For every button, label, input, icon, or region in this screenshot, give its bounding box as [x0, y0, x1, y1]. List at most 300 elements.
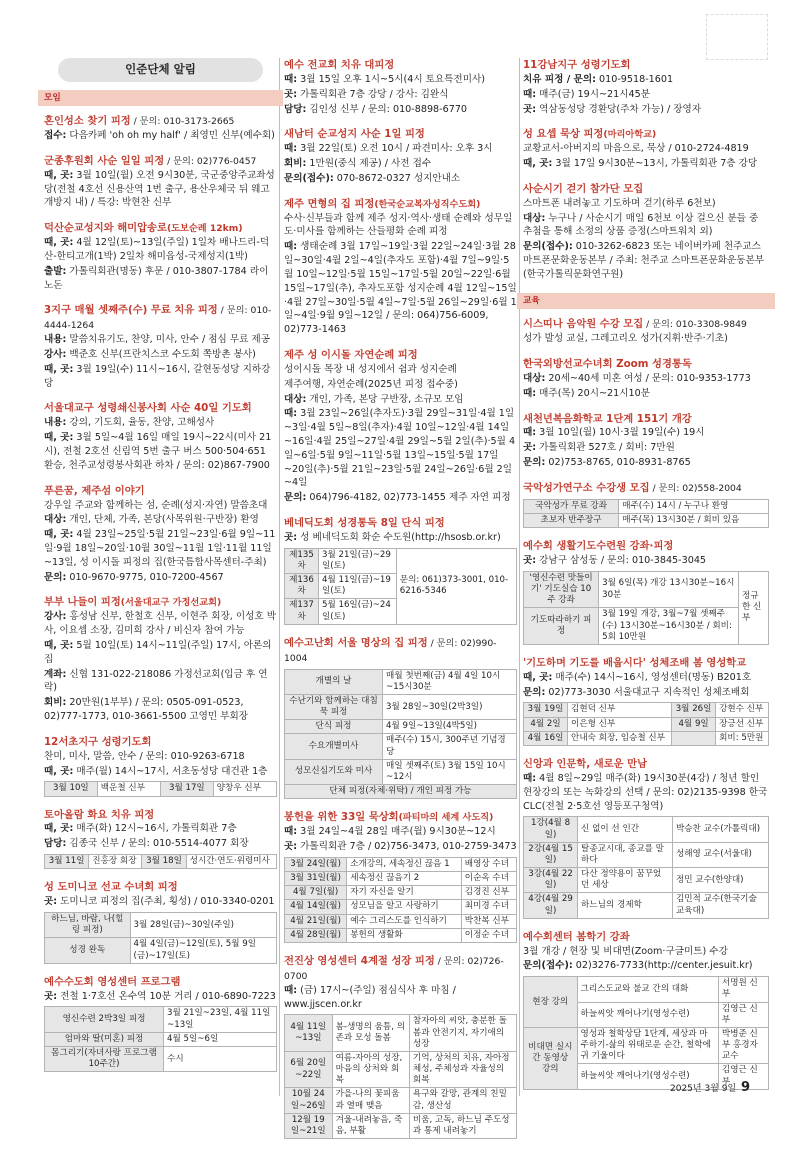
notice-table [523, 499, 769, 528]
notice-entry [523, 182, 769, 282]
table-cell: 3월 19일 [524, 703, 568, 717]
line-label: 강사: [44, 349, 67, 360]
page-footer [670, 1080, 750, 1095]
notice-line: 수사·신부들과 함께 제주 성지·역사·생태 순례와 성무일도·미사를 함께하는 산들평화 순례 피정 [284, 212, 513, 238]
notice-entry [523, 539, 769, 645]
table-cell: 4월 9일~13일(4박5일) [383, 720, 517, 734]
table-cell: 3월 31일(월) [285, 872, 347, 886]
line-label: 강사: [44, 611, 67, 623]
line-text: 매주(금) 19시~21시45분 [536, 88, 650, 100]
line-label: 때, 곳: [44, 432, 74, 444]
line-label: 때, 곳: [44, 169, 74, 181]
line-label: 때: [523, 772, 537, 784]
line-text: 강남구 삼성동 / 문의: 010-3845-3045 [536, 555, 707, 567]
line-label: 담당: [44, 838, 67, 850]
notice-line [284, 103, 517, 117]
line-label: 때: [284, 984, 298, 996]
table-row [285, 928, 517, 942]
line-text: 생태순례 3월 17일~19일·3월 22일~24일·3월 28일~30일·4월 2일~4일(추자도 포함)·4월 7일~9일·5월 10일~12일·5월 15일~17일·5월 20일~22일·6월 15일~17일(추), 추자도포함 성지순례 4월 12일~15일·4월 27일~30일·5월 4일~7일·5월 26일~29일·6월 1일~4일·9월 9일~12일 / 문의: 064)756-6009, 02)773-1463 [284, 241, 517, 336]
notice-title-note: (도보순례 12km) [166, 223, 243, 235]
notice-entry [523, 757, 769, 919]
table-cell: 3월 19일 개강, 3월~7월 셋째주(수) 13시30분~16시30분 / 회비: 5회 10만원 [599, 608, 739, 645]
table-cell: 최미경 수녀 [461, 900, 516, 914]
notice-contact: / 문의: 010-3173-2665 [130, 116, 235, 128]
line-text: 3월 10일(월) 10시·3월 19일(수) 19시 [536, 427, 705, 439]
table-cell: 제137차 [285, 599, 319, 624]
notice-title-text: 국악성가연구소 수강생 모집 [523, 481, 650, 494]
notice-title [44, 595, 277, 610]
table-cell: 4월 21일(월) [285, 914, 347, 928]
notice-line: 교황교서-아버지의 마음으로, 묵상 / 010-2724-4819 [523, 143, 749, 155]
table-cell: 매월 첫번째(금) 4월 4일 10시~15시30분 [383, 669, 517, 694]
table-cell: 단체 피정(자체·위탁) / 개인 피정 가능 [285, 785, 517, 799]
notice-title [44, 975, 277, 990]
line-label: 치유 피정 / 문의: [523, 73, 596, 85]
notice-table [44, 854, 277, 869]
notice-title-text: 신앙과 인문학, 새로운 만남 [523, 757, 648, 770]
table-cell: 김영근 신부 [718, 1064, 768, 1089]
notice-title [44, 154, 277, 169]
notice-title-text: 푸른꿈, 제주섬 이야기 [44, 484, 145, 497]
table-cell: 2강(4월 15일) [524, 842, 578, 867]
table-cell: 봉헌의 생활화 [347, 928, 462, 942]
line-text: 3월 19일(수) 11시~16시, 갈현동성당 지하강당 [44, 363, 271, 389]
table-cell: 비대면 실시간 동영상 강의 [524, 1027, 578, 1089]
notice-line [44, 571, 277, 585]
notice-title [284, 127, 517, 142]
line-text: 다음카페 'oh oh my half' / 최영민 신부(예수회) [66, 130, 275, 141]
notice-entry [523, 127, 769, 171]
table-cell: 5월 16일(금)~24일(토) [318, 599, 396, 624]
notice-table [44, 781, 277, 796]
table-cell: 박병준 신부 홍경자 교수 [718, 1027, 768, 1064]
notice-title [523, 58, 769, 73]
table-row [285, 1015, 517, 1052]
line-label: 문의: [523, 457, 546, 469]
notice-line [44, 668, 277, 696]
notice-entry [523, 58, 769, 116]
table-cell: 12월 19일~21일 [285, 1113, 333, 1138]
table-cell: 영신수련 2박3일 피정 [45, 1007, 164, 1032]
line-text: 가톨릭회관(명동) 후문 / 010-3807-1784 라이노돈 [44, 265, 269, 291]
line-text: (금) 17시~(주일) 점심식사 후 마침 / www.jjscen.or.kr [284, 984, 456, 1010]
table-cell: 10월 24일~26일 [285, 1088, 333, 1113]
table-cell: 백운철 신부 [97, 782, 160, 796]
table-cell: 4월 4일(금)~12일(토), 5월 9일(금)~17일(토) [130, 938, 276, 963]
notice-title-text: 사순시기 걷기 참가단 모집 [523, 182, 644, 195]
table-cell: 4월 14일(월) [285, 900, 347, 914]
table-cell: 진홍장 회장 [89, 855, 142, 869]
table-cell: 하느님, 바람, 나(힐링 피정) [45, 913, 131, 938]
notice-line [284, 531, 517, 545]
notice-line [44, 610, 277, 638]
table-cell: 성모님을 알고 사랑하기 [347, 900, 462, 914]
notice-title [523, 412, 769, 427]
table-cell: 제136차 [285, 574, 319, 599]
table-cell: 탈종교시대, 종교를 말하다 [578, 842, 673, 867]
line-text: 3월 10일(월) 오전 9시30분, 국군중앙주교좌성당(전철 4호선 신용산역 1번 출구, 용산우체국 뒤 웨고개방지 내) / 특강: 박현찬 신부 [44, 169, 275, 209]
line-text: 02)773-3030 서울대교구 지속적인 성체조배회 [545, 686, 750, 698]
table-cell: 봄-생명의 움틈, 의존과 모성 돌봄 [332, 1015, 409, 1052]
table-cell: 겨울-내려놓음, 죽음, 부활 [332, 1113, 409, 1138]
notice-line [44, 129, 277, 143]
line-text: 백준호 신부(프란치스코 수도회 쪽방촌 봉사) [66, 349, 256, 360]
notice-entry [284, 516, 517, 625]
line-text: 누구나 / 사순시기 매일 6천보 이상 걸으신 분들 중 추첨을 통해 소정의 상품 증정(스마트워치 외) [523, 212, 759, 238]
notice-title [284, 810, 517, 825]
notice-line [523, 772, 769, 813]
notice-title [44, 303, 277, 333]
table-cell: 성경 완독 [45, 938, 131, 963]
table-cell: 회비: 5만원 [716, 731, 769, 745]
notice-title [523, 757, 769, 772]
table-cell: 가을-나의 꽃피움과 열매 맺음 [332, 1088, 409, 1113]
notice-line [284, 840, 517, 854]
table-cell: 매주(목) 13시30분 / 회비 있음 [619, 513, 769, 527]
notice-title-text: 제주 성 이시돌 자연순례 피정 [284, 348, 418, 361]
notice-title [284, 58, 517, 73]
notice-title [523, 127, 769, 142]
line-label: 문의(접수): [523, 960, 573, 972]
table-row [524, 868, 769, 893]
table-cell: 4강(4월 29일) [524, 893, 578, 918]
line-label: 내용: [44, 417, 67, 429]
notice-entry [523, 930, 769, 1090]
notice-line: 성가 발성 교실, 그레고리오 성가(지휘·반주·기초) [523, 333, 728, 345]
line-text: 3월 15일 오후 1시~5시(4시 토요특전미사) [297, 73, 485, 85]
notice-entry [523, 412, 769, 470]
notice-title-text: 성 요셉 묵상 피정 [523, 128, 604, 141]
notice-title [284, 636, 517, 666]
notice-table [44, 912, 277, 964]
notice-title-text: 전진상 영성센터 4계절 성장 피정 [284, 954, 435, 967]
notice-contact: / 문의: 02)726-0700 [284, 955, 504, 982]
table-cell: 양창우 신부 [213, 782, 276, 796]
notice-entry [284, 58, 517, 116]
line-text: 전철 1·7호선 온수역 10분 거리 / 010-6890-7223 [57, 990, 276, 1002]
section-header: 인준단체 알림 [58, 58, 263, 82]
notice-line [44, 837, 277, 851]
line-label: 문의(접수): [523, 241, 573, 253]
line-label: 때, 곳: [44, 765, 74, 777]
line-label: 곳: [284, 841, 298, 853]
table-cell: 초보자 반주장구 [524, 513, 619, 527]
notice-title-text: 덕산순교성지와 해미압송로 [44, 222, 167, 235]
table-cell: 박찬복 신부 [461, 914, 516, 928]
line-label: 담당: [284, 103, 307, 115]
notice-line [44, 513, 277, 527]
line-text: 김인성 신부 / 문의: 010-8898-6770 [306, 103, 468, 115]
notice-line [44, 169, 277, 210]
line-text: 역삼동성당 경환당(주차 가능) / 장영자 [536, 103, 702, 115]
notice-entry [44, 975, 277, 1073]
table-row [45, 782, 277, 796]
line-text: 홍성남 신부, 한철호 신부, 이현주 회장, 이성호 박사, 이요셉 소장, 김미희 강사 / 비신자 참여 가능 [44, 611, 277, 637]
line-label: 계좌: [44, 668, 67, 680]
notice-line [284, 393, 517, 407]
table-cell: 수난기와 함께하는 대침묵 피정 [285, 694, 383, 719]
notice-entry [523, 357, 769, 401]
notice-title-text: 12서초지구 성령기도회 [44, 735, 152, 748]
notice-title-text: 11강남지구 성령기도회 [523, 59, 631, 71]
notice-line [284, 407, 517, 490]
notice-line: 강우일 주교와 함께하는 섬, 순례(성지·자연) 말씀초대 [44, 499, 268, 511]
notice-entry [44, 154, 277, 210]
table-row [524, 703, 769, 717]
notice-line [523, 671, 769, 685]
line-text: 가톨릭회관 527호 / 회비: 7만원 [536, 442, 675, 454]
table-cell: 세속정신 끊음기 2 [347, 872, 462, 886]
line-label: 곳: [44, 990, 58, 1002]
notice-line [44, 416, 277, 430]
notice-title-text: 토아올람 화요 치유 피정 [44, 808, 155, 821]
line-label: 곳: [523, 103, 537, 115]
table-cell: 단식 피정 [285, 720, 383, 734]
line-label: 회비: [284, 158, 307, 170]
line-label: 때, 곳: [44, 529, 74, 541]
table-cell: 1강(4월 8일) [524, 817, 578, 842]
line-text: 010-9670-9775, 010-7200-4567 [66, 571, 224, 583]
line-label: 때: [284, 143, 298, 155]
line-label: 때, 곳: [523, 671, 553, 683]
line-text: 매주(화) 12시~16시, 가톨릭회관 7층 [73, 823, 237, 835]
table-cell: 3월 18일 [142, 855, 186, 869]
table-cell: 성시간·연도·위령미사 [186, 855, 276, 869]
table-row [285, 900, 517, 914]
line-text: 개인, 단체, 가족, 본당(사목위원·구반장) 환영 [66, 514, 259, 526]
notice-line [44, 895, 277, 909]
table-row [524, 842, 769, 867]
table-row [524, 717, 769, 731]
table-cell: 3월 21일~23일, 4월 11일~13일 [164, 1007, 277, 1032]
table-cell: 4월 28일(월) [285, 928, 347, 942]
notice-title-note: (마리아학교) [603, 129, 657, 141]
table-row [285, 759, 517, 784]
notice-line [523, 426, 769, 440]
line-text: 070-8672-0327 성지안내소 [333, 172, 461, 184]
line-text: 3월 22일(토) 오전 10시 / 파견미사: 오후 3시 [297, 143, 493, 155]
notice-entry [44, 401, 277, 472]
line-label: 문의(접수): [284, 172, 334, 184]
line-text: 3월 17일 9시30분~13시, 가톨릭회관 7층 강당 [552, 158, 758, 170]
table-cell: 3월 17일 [160, 782, 213, 796]
notice-entry [284, 348, 517, 505]
notice-title [284, 197, 517, 212]
notice-line [284, 984, 517, 1012]
notice-entry [44, 880, 277, 963]
notice-entry [523, 317, 769, 346]
table-cell: 매일 셋째주(토) 3월 15일 10시~12시 [383, 759, 517, 784]
notice-line [523, 456, 769, 470]
table-cell: 성해영 교수(서울대) [672, 842, 768, 867]
table-row [285, 734, 517, 759]
table-cell: 영성과 철학상담 1단계, 세상과 마주하기-삶의 위태로운 순간, 철학에 귀 기울이다 [577, 1027, 718, 1064]
notice-line [523, 73, 769, 87]
table-cell: 예수 그리스도를 인식하기 [347, 914, 462, 928]
table-cell: 김경진 신부 [461, 886, 516, 900]
table-cell: 서명원 신부 [718, 977, 768, 1002]
column-1 [44, 58, 277, 1083]
category-band-meeting: 모임 [38, 90, 283, 107]
notice-table [284, 857, 517, 943]
notice-title-text: '기도하며 기도를 배웁시다' 성체조배 봄 영성학교 [523, 656, 747, 669]
line-label: 때: [523, 427, 537, 439]
table-row [524, 1027, 769, 1064]
line-label: 곳: [284, 531, 298, 543]
line-label: 때, 곳: [44, 363, 74, 375]
line-text: 개인, 가족, 본당 구반장, 소규모 모임 [306, 393, 464, 405]
table-cell: 이순옥 수녀 [461, 872, 516, 886]
notice-title-text: 예수수도회 영성센터 프로그램 [44, 975, 181, 988]
table-cell: 정규한 신부 [739, 571, 769, 644]
table-cell: 하늘씨앗 깨어나기(영성수련) [577, 1064, 718, 1089]
table-cell: 매주(수) 14시 / 누구나 환영 [619, 499, 769, 513]
notice-entry [44, 808, 277, 870]
notice-line [44, 333, 277, 347]
notice-title-text: 서울대교구 성령쇄신봉사회 사순 40일 기도회 [44, 402, 252, 415]
notice-line [284, 157, 517, 171]
notice-table [523, 976, 769, 1090]
notice-line [284, 825, 517, 839]
notice-line: 성이시돌 목장 내 성지에서 쉼과 성지순례 [284, 363, 457, 375]
table-cell: 4월 7일(월) [285, 886, 347, 900]
line-text: 말씀치유기도, 찬양, 미사, 안수 / 점심 무료 제공 [66, 334, 270, 346]
notice-line: 제주여행, 자연순례(2025년 피정 접수중) [284, 378, 458, 390]
line-label: 출발: [44, 265, 67, 277]
notice-title-text: 봉헌을 위한 33일 묵상회 [284, 811, 399, 824]
table-cell: 안내숙 회장, 임승철 신부 [568, 731, 672, 745]
table-cell: 4월 11일~13일 [285, 1015, 333, 1052]
notice-contact: / 문의: 02)776-0457 [164, 155, 257, 167]
table-row [285, 872, 517, 886]
line-label: 때, 곳: [44, 823, 74, 835]
notice-title [44, 221, 277, 236]
line-label: 곳: [44, 896, 58, 908]
table-cell: 이정순 수녀 [461, 928, 516, 942]
page-number: 9 [741, 1080, 751, 1095]
notice-title [523, 930, 769, 945]
table-cell: 3월 26일 [672, 703, 716, 717]
table-row [524, 893, 769, 918]
table-cell: 6월 20일~22일 [285, 1051, 333, 1088]
line-text: 4월 23일~25일·5월 21일~23일·6월 9일~11일·9월 18일~20일·10월 30일~11월 1일·11월 11일~13일, 성 이시돌 피정의 집(한국틈합사목센터-주최) [44, 529, 276, 568]
table-cell: 하늘씨앗 깨어나기(영성수련) [577, 1002, 718, 1027]
notice-line [523, 88, 769, 102]
table-cell: 자기 자신을 알기 [347, 886, 462, 900]
line-label: 곳: [523, 442, 537, 454]
table-cell: 수요개별미사 [285, 734, 383, 759]
notice-line [44, 765, 277, 779]
notice-contact: / 문의: 02)558-2004 [649, 482, 742, 494]
line-text: 010-9518-1601 [595, 73, 674, 85]
table-cell: 박승찬 교수(가톨릭대) [672, 817, 768, 842]
notice-title-text: 예수회 생활기도수련원 강좌·피정 [523, 540, 674, 553]
table-cell: 정민 교수(한양대) [672, 868, 768, 893]
line-label: 때: [284, 241, 298, 253]
table-row [285, 1113, 517, 1138]
table-cell: 개별의 날 [285, 669, 383, 694]
notice-table [284, 1014, 517, 1139]
table-cell: 여름-자아의 성장, 마음의 상처와 회복 [332, 1051, 409, 1088]
table-row [45, 938, 277, 963]
table-cell: 3월 28일(금)~30일(주일) [130, 913, 276, 938]
table-cell: 3강(4월 22일) [524, 868, 578, 893]
table-cell: 이은형 신부 [568, 717, 672, 731]
notice-title-text: 한국외방선교수녀회 Zoom 성경통독 [523, 357, 692, 370]
notice-title [44, 808, 277, 823]
line-label: 대상: [523, 372, 546, 384]
notice-title [44, 735, 277, 750]
table-cell: 다산 정약용이 꿈꾸었던 세상 [578, 868, 673, 893]
notice-line [523, 240, 769, 281]
notice-line [44, 431, 277, 472]
line-label: 때: [523, 387, 537, 399]
notice-title [523, 656, 769, 671]
notice-table [523, 702, 769, 746]
line-label: 곳: [284, 88, 298, 100]
notice-entry [284, 127, 517, 185]
notice-title [523, 481, 769, 496]
notice-line [284, 172, 517, 186]
line-text: 강의, 기도회, 율동, 찬양, 고해성사 [66, 417, 215, 429]
notice-title [523, 357, 769, 372]
notice-line [44, 528, 277, 569]
notice-entry [44, 484, 277, 585]
table-cell: 장긍선 신부 [716, 717, 769, 731]
notice-line [284, 142, 517, 156]
notice-contact: / 문의: 010-4444-1264 [44, 305, 272, 332]
notice-contact: / 문의: 02)990-1004 [284, 637, 497, 664]
line-text: 5월 10일(토) 14시~11일(주일) 17시, 아론의 집 [44, 639, 272, 665]
notice-table [284, 548, 517, 625]
notice-line [44, 348, 277, 362]
table-cell: 비움, 고독, 하느님 주도성과 통제 내려놓기 [409, 1113, 516, 1138]
line-label: 때: [523, 88, 537, 100]
table-cell: 3월 11일 [45, 855, 89, 869]
notice-entry [44, 735, 277, 797]
notice-title-text: 새남터 순교성지 사순 1일 피정 [284, 128, 425, 141]
notice-title-text: 예수고난회 서울 명상의 집 피정 [284, 636, 428, 649]
table-row [45, 1032, 277, 1046]
notice-entry [44, 221, 277, 292]
notice-line [44, 363, 277, 391]
notice-line [523, 103, 769, 117]
table-row [45, 1007, 277, 1032]
table-row [285, 1051, 517, 1088]
line-label: 곳: [523, 555, 537, 567]
line-label: 때: [284, 73, 298, 85]
table-cell: 욕구와 갈망, 관계의 친밀감, 생산성 [409, 1088, 516, 1113]
table-row [45, 1046, 277, 1071]
notice-line [284, 491, 517, 505]
line-text: 성 베네딕도회 화순 수도원(http://hsosb.or.kr) [297, 531, 501, 543]
line-text: 1만원(중식 제공) / 사전 접수 [306, 158, 432, 170]
line-text: 매주(월) 14시~17시, 서초동성당 대건관 1층 [73, 765, 268, 777]
notice-title-text: 예수 전교회 치유 대피정 [284, 59, 395, 71]
column-divider [279, 58, 280, 1096]
line-label: 때: [284, 826, 298, 838]
notice-title-text: 부부 나들이 피정 [44, 596, 121, 609]
notice-title [44, 484, 277, 499]
notice-title [44, 880, 277, 895]
column-2 [284, 58, 517, 1150]
table-cell: 성모신심기도와 미사 [285, 759, 383, 784]
line-text: 20만원(1부부) / 문의: 0505-091-0523, 02)777-1773, 010-3661-5500 고영민 부회장 [44, 697, 249, 723]
table-cell: 4월 16일 [524, 731, 568, 745]
corner-blank-box [706, 14, 768, 60]
table-cell: 김영근 신부 [718, 1002, 768, 1027]
table-cell: 3월 10일 [45, 782, 98, 796]
